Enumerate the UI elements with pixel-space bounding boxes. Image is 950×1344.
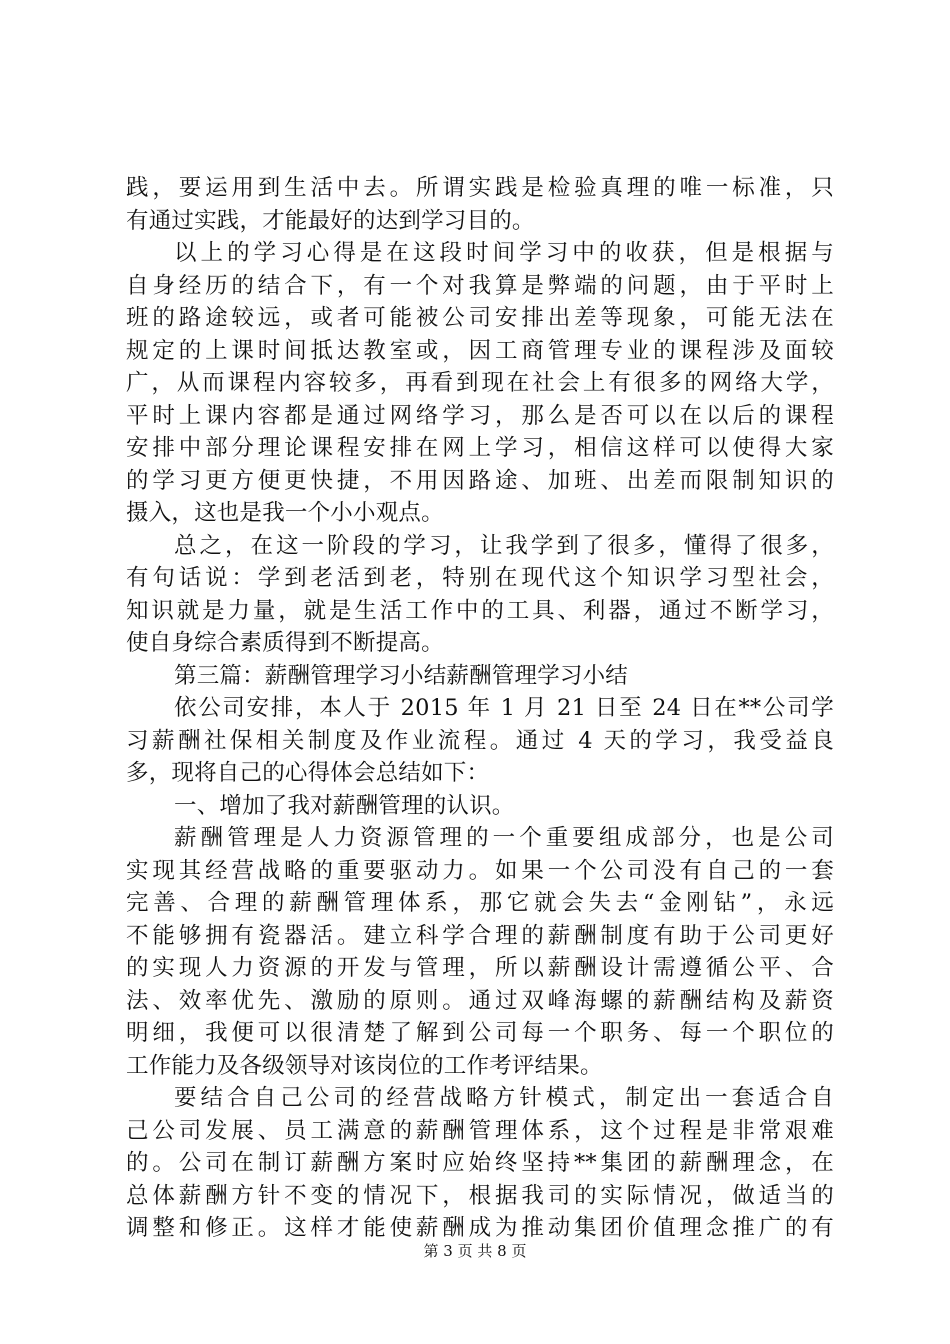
text-line: 完善、合理的薪酬管理体系，那它就会失去“金刚钻”，永远 bbox=[126, 890, 834, 916]
text-line: 要结合自己公司的经营战略方针模式，制定出一套适合自 bbox=[174, 1085, 834, 1111]
text-line: 的实现人力资源的开发与管理，所以薪酬设计需遵循公平、合 bbox=[126, 955, 834, 981]
text-line: 依公司安排，本人于 2015 年 1 月 21 日至 24 日在**公司学 bbox=[174, 695, 834, 721]
subsection-heading: 一、增加了我对薪酬管理的认识。 bbox=[174, 792, 515, 819]
text-line: 自身经历的结合下，有一个对我算是弊端的问题，由于平时上 bbox=[126, 272, 834, 299]
text-line: 使自身综合素质得到不断提高。 bbox=[126, 630, 444, 656]
text-line: 的学习更方便更快捷，不用因路途、加班、出差而限制知识的 bbox=[126, 467, 834, 494]
text-line: 知识就是力量，就是生活工作中的工具、利器，通过不断学习， bbox=[126, 597, 834, 624]
text-line: 班的路途较远，或者可能被公司安排出差等现象，可能无法在 bbox=[126, 305, 834, 331]
text-line: 总之，在这一阶段的学习，让我学到了很多，懂得了很多， bbox=[174, 532, 834, 559]
text-line: 以上的学习心得是在这段时间学习中的收获，但是根据与 bbox=[174, 240, 834, 266]
text-line: 有句话说：学到老活到老，特别在现代这个知识学习型社会， bbox=[126, 565, 834, 591]
text-line: 总体薪酬方针不变的情况下，根据我司的实际情况，做适当的 bbox=[126, 1182, 834, 1209]
text-line: 践，要运用到生活中去。所谓实践是检验真理的唯一标准，只 bbox=[126, 175, 834, 201]
text-line: 有通过实践，才能最好的达到学习目的。 bbox=[126, 207, 535, 234]
text-line: 明细，我便可以很清楚了解到公司每一个职务、每一个职位的 bbox=[126, 1020, 834, 1046]
page-number-footer: 第 3 页 共 8 页 bbox=[423, 1242, 527, 1260]
section-heading: 第三篇：薪酬管理学习小结薪酬管理学习小结 bbox=[174, 662, 629, 689]
text-line: 不能够拥有瓷器活。建立科学合理的薪酬制度有助于公司更好 bbox=[126, 922, 834, 949]
text-line: 习薪酬社保相关制度及作业流程。通过 4 天的学习，我受益良 bbox=[126, 727, 834, 754]
text-line: 调整和修正。这样才能使薪酬成为推动集团价值理念推广的有 bbox=[126, 1215, 834, 1241]
text-line: 薪酬管理是人力资源管理的一个重要组成部分，也是公司 bbox=[174, 825, 834, 851]
text-line: 平时上课内容都是通过网络学习，那么是否可以在以后的课程 bbox=[126, 402, 834, 429]
text-line: 己公司发展、员工满意的薪酬管理体系，这个过程是非常艰难 bbox=[126, 1117, 834, 1144]
text-line: 多，现将自己的心得体会总结如下： bbox=[126, 760, 490, 786]
text-line: 广，从而课程内容较多，再看到现在社会上有很多的网络大学， bbox=[126, 370, 834, 396]
text-line: 法、效率优先、激励的原则。通过双峰海螺的薪酬结构及薪资 bbox=[126, 987, 834, 1014]
text-line: 摄入，这也是我一个小小观点。 bbox=[126, 500, 444, 526]
text-line: 的。公司在制订薪酬方案时应始终坚持**集团的薪酬理念，在 bbox=[126, 1150, 834, 1176]
document-body bbox=[126, 172, 834, 1245]
text-line: 规定的上课时间抵达教室或，因工商管理专业的课程涉及面较 bbox=[126, 337, 834, 364]
text-line: 安排中部分理论课程安排在网上学习，相信这样可以使得大家 bbox=[126, 435, 834, 461]
text-line: 工作能力及各级领导对该岗位的工作考评结果。 bbox=[126, 1052, 603, 1079]
text-line: 实现其经营战略的重要驱动力。如果一个公司没有自己的一套 bbox=[126, 857, 834, 884]
